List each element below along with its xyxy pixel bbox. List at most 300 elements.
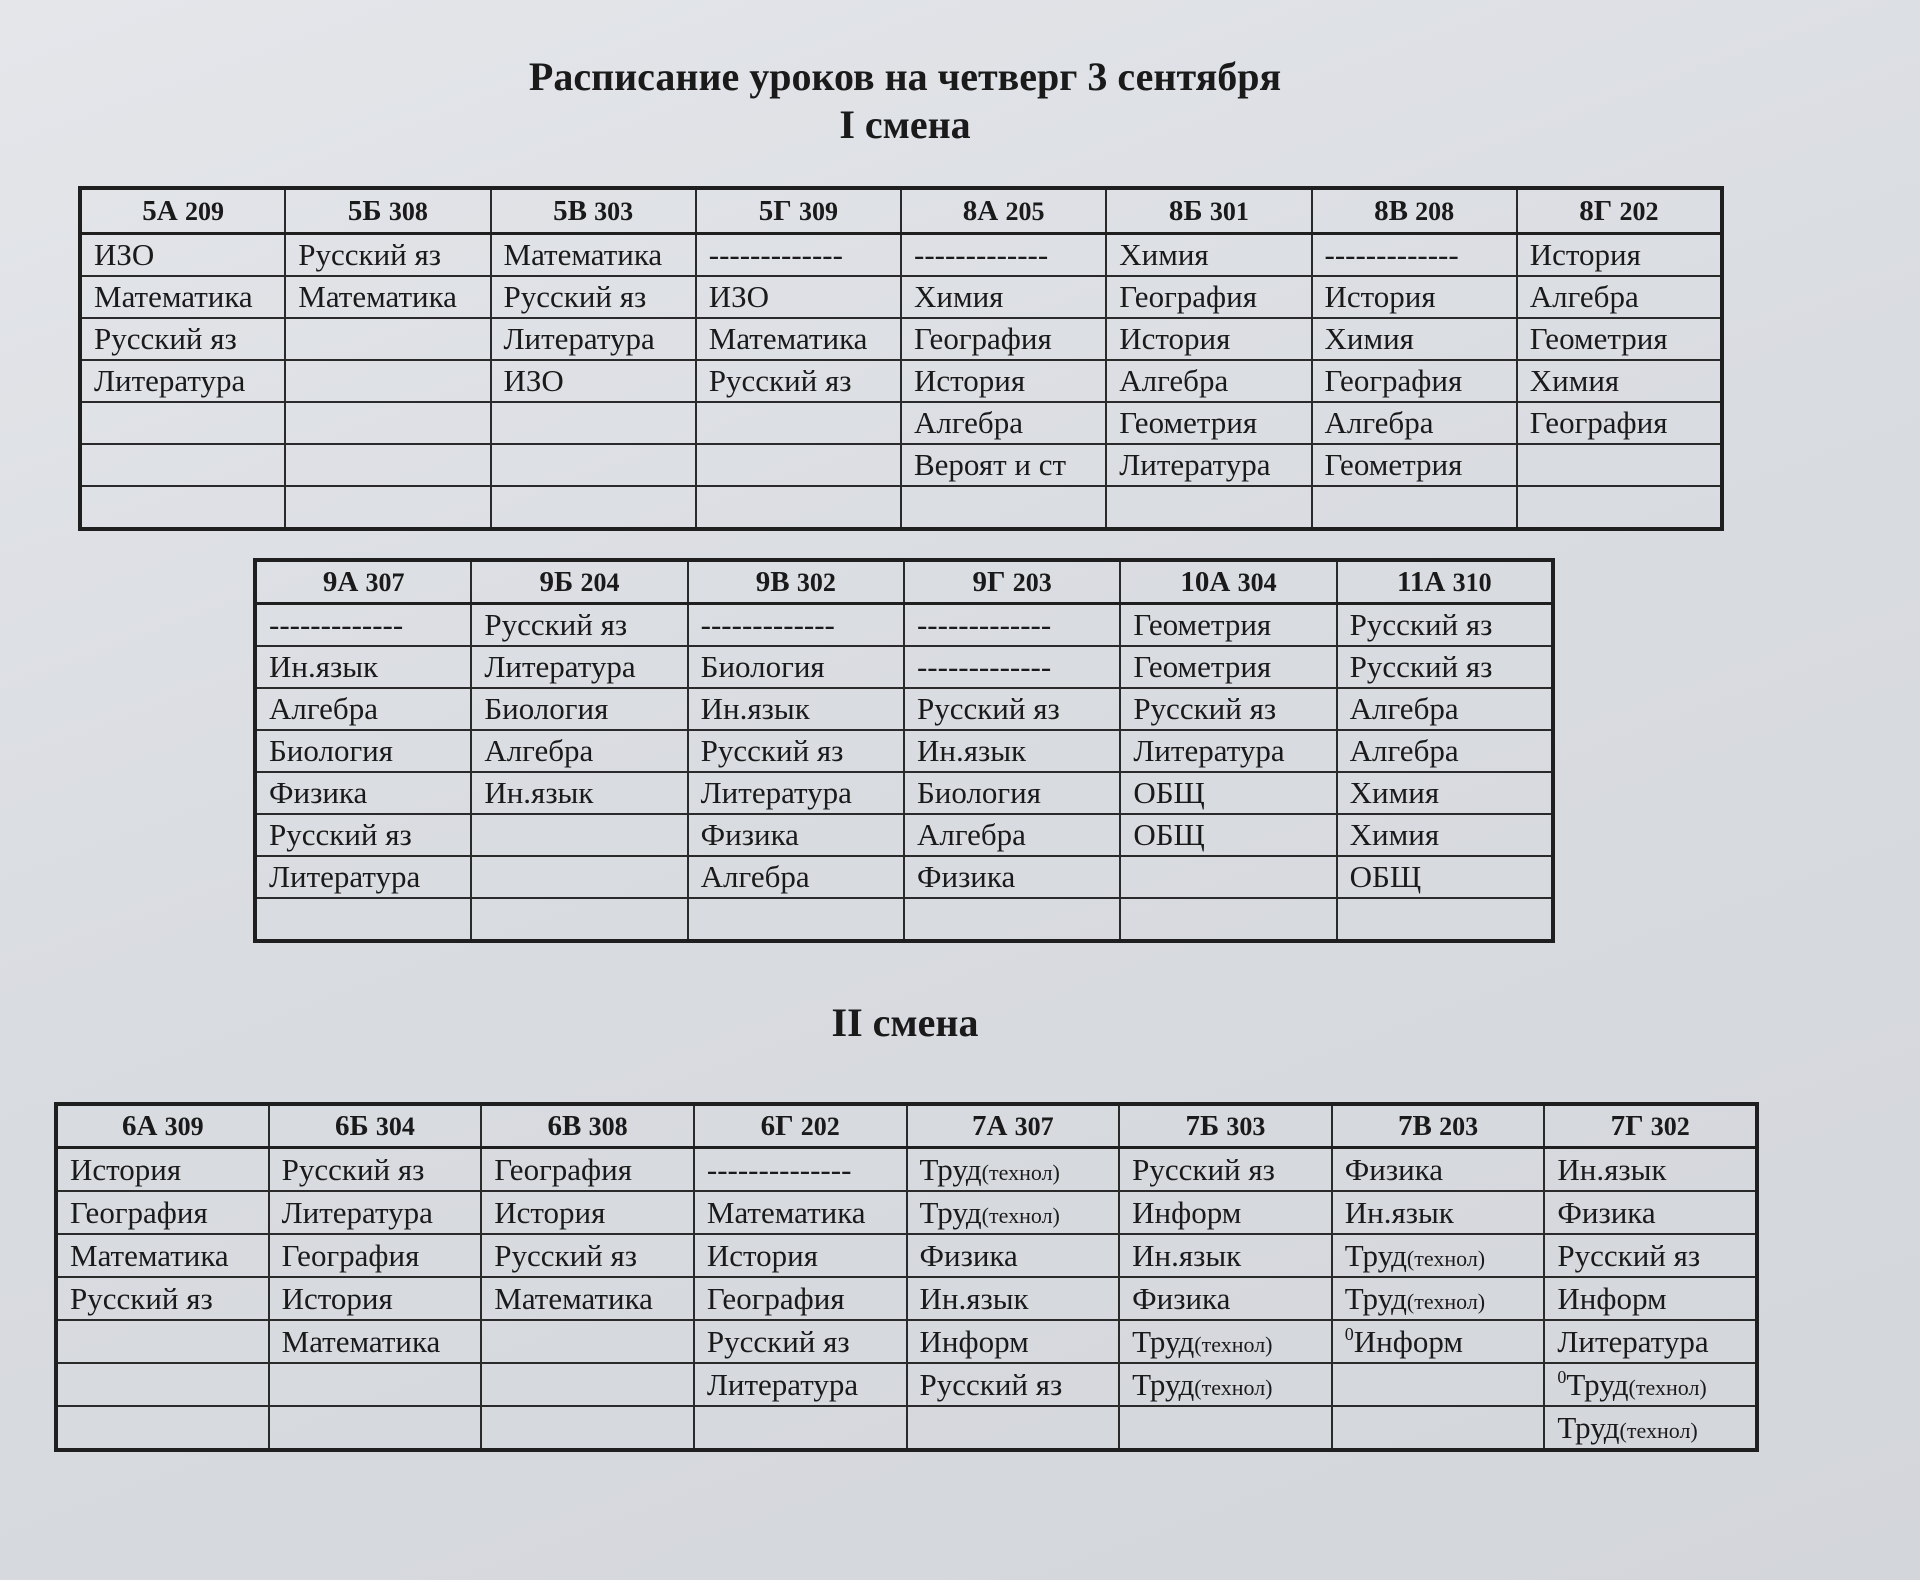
lesson-row: [255, 814, 1553, 856]
lesson-subject: География: [706, 1280, 845, 1316]
lesson-cell: [1332, 1191, 1545, 1234]
lesson-cell: [1544, 1363, 1757, 1406]
room-number: 308: [388, 196, 428, 226]
lesson-cell: Русский яз: [688, 730, 904, 772]
lesson-cell: Ин.язык: [255, 646, 471, 688]
lesson-cell: [481, 1277, 694, 1320]
lesson-cell: [907, 1191, 1120, 1234]
lesson-cell: ИЗО: [491, 360, 696, 402]
lesson-cell: Литература: [491, 318, 696, 360]
class-header: [696, 188, 901, 234]
lesson-cell: Геометрия: [1120, 604, 1336, 647]
lesson-cell: [1119, 1277, 1332, 1320]
lesson-cell: Алгебра: [904, 814, 1120, 856]
lesson-cell: Русский яз: [696, 360, 901, 402]
room-number: 204: [580, 567, 620, 597]
lesson-subject: Труд: [1132, 1323, 1195, 1359]
room-number: 309: [798, 196, 838, 226]
lesson-subject: Русский яз: [1132, 1151, 1275, 1187]
lesson-cell: История: [1106, 318, 1311, 360]
lesson-cell: [1119, 1148, 1332, 1192]
lesson-cell: [481, 1406, 694, 1450]
class-name: 10А: [1180, 565, 1231, 598]
lesson-row: [80, 402, 1722, 444]
lesson-cell: Алгебра: [255, 688, 471, 730]
header-row: [80, 188, 1722, 234]
room-number: 301: [1209, 196, 1249, 226]
class-header: [694, 1104, 907, 1148]
lesson-cell: Русский яз: [285, 234, 490, 277]
lesson-subject: Труд: [1132, 1366, 1195, 1402]
lesson-cell: [255, 898, 471, 941]
lesson-cell: [269, 1148, 482, 1192]
lesson-note: (технол): [1406, 1288, 1486, 1314]
room-number: 303: [594, 196, 634, 226]
class-header: [1517, 188, 1722, 234]
lesson-cell: [1332, 1234, 1545, 1277]
class-name: 6Б: [334, 1109, 369, 1142]
lesson-cell: [285, 402, 490, 444]
lesson-cell: Русский яз: [1337, 646, 1553, 688]
class-name: 7Б: [1185, 1109, 1220, 1142]
lesson-row: [255, 898, 1553, 941]
lesson-subject: Физика: [1557, 1194, 1656, 1230]
room-number: 202: [800, 1111, 840, 1141]
lesson-note: (технол): [1628, 1374, 1707, 1400]
lesson-subject: История: [706, 1237, 819, 1273]
lesson-cell: [1119, 1191, 1332, 1234]
lesson-cell: [696, 444, 901, 486]
lesson-cell: [1544, 1191, 1757, 1234]
lesson-cell: Химия: [1517, 360, 1722, 402]
lesson-cell: [1119, 1234, 1332, 1277]
lesson-cell: Алгебра: [1337, 730, 1553, 772]
class-name: 5Б: [347, 194, 382, 227]
class-name: 11А: [1397, 565, 1446, 598]
lesson-prefix-mark: 0: [1557, 1366, 1567, 1387]
lesson-cell: Биология: [255, 730, 471, 772]
class-header: [1106, 188, 1311, 234]
lesson-cell: География: [901, 318, 1106, 360]
class-name: 8Г: [1579, 194, 1613, 227]
lesson-cell: [688, 898, 904, 941]
lesson-prefix-mark: 0: [1344, 1323, 1354, 1344]
lesson-cell: [694, 1320, 907, 1363]
lesson-cell: [269, 1234, 482, 1277]
lesson-subject: История: [494, 1194, 606, 1230]
class-header: [471, 560, 687, 604]
lesson-subject: Труд: [1566, 1366, 1629, 1402]
lesson-subject: Русский яз: [706, 1323, 850, 1359]
class-header: [1312, 188, 1517, 234]
lesson-cell: Химия: [1106, 234, 1311, 277]
header-row: [255, 560, 1553, 604]
lesson-cell: Алгебра: [1517, 276, 1722, 318]
lesson-note: (технол): [981, 1159, 1060, 1185]
room-number: 309: [164, 1111, 204, 1141]
lesson-cell: Литература: [688, 772, 904, 814]
lesson-subject: Физика: [1132, 1280, 1231, 1316]
lesson-cell: [907, 1234, 1120, 1277]
lesson-cell: Математика: [285, 276, 490, 318]
lesson-cell: -------------: [904, 604, 1120, 647]
lesson-cell: Вероят и ст: [901, 444, 1106, 486]
lesson-cell: [80, 444, 285, 486]
lesson-cell: Геометрия: [1120, 646, 1336, 688]
room-number: 307: [1014, 1111, 1054, 1141]
lesson-cell: [1544, 1234, 1757, 1277]
lesson-row: [80, 360, 1722, 402]
class-header: [80, 188, 285, 234]
lesson-cell: Химия: [901, 276, 1106, 318]
lesson-subject: Литература: [281, 1194, 433, 1230]
lesson-cell: [1332, 1277, 1545, 1320]
lesson-cell: -------------: [696, 234, 901, 277]
lesson-cell: Литература: [80, 360, 285, 402]
lesson-cell: [56, 1234, 269, 1277]
lesson-cell: [491, 444, 696, 486]
lesson-cell: Русский яз: [255, 814, 471, 856]
class-name: 7Г: [1610, 1109, 1644, 1142]
class-name: 8Б: [1168, 194, 1203, 227]
lesson-cell: [1332, 1320, 1545, 1363]
room-number: 308: [588, 1111, 628, 1141]
lesson-subject: Математика: [70, 1237, 229, 1273]
lesson-cell: [1544, 1277, 1757, 1320]
class-name: 5А: [142, 194, 178, 227]
lesson-cell: Русский яз: [1337, 604, 1553, 647]
lesson-subject: География: [494, 1151, 632, 1187]
class-header: [481, 1104, 694, 1148]
lesson-cell: Химия: [1337, 814, 1553, 856]
lesson-cell: Алгебра: [901, 402, 1106, 444]
lesson-cell: -------------: [904, 646, 1120, 688]
lesson-cell: ОБЩ: [1120, 814, 1336, 856]
lesson-row: [255, 646, 1553, 688]
class-name: 5В: [553, 194, 587, 227]
lesson-cell: Химия: [1337, 772, 1553, 814]
lesson-subject: История: [281, 1280, 393, 1316]
lesson-cell: [491, 486, 696, 529]
lesson-cell: [1106, 486, 1311, 529]
room-number: 303: [1226, 1111, 1266, 1141]
room-number: 209: [184, 196, 224, 226]
class-header: [269, 1104, 482, 1148]
lesson-cell: Физика: [255, 772, 471, 814]
lesson-cell: Литература: [255, 856, 471, 898]
class-name: 9Б: [539, 565, 574, 598]
lesson-cell: Русский яз: [491, 276, 696, 318]
lesson-cell: История: [1517, 234, 1722, 277]
lesson-cell: [694, 1191, 907, 1234]
lesson-cell: Физика: [904, 856, 1120, 898]
lesson-cell: История: [901, 360, 1106, 402]
lesson-cell: [907, 1148, 1120, 1192]
room-number: 307: [365, 567, 405, 597]
lesson-cell: [1332, 1363, 1545, 1406]
class-name: 6Г: [760, 1109, 794, 1142]
class-name: 7А: [971, 1109, 1008, 1142]
shift-1-schedule-table-grades-9-11: [253, 558, 1555, 943]
lesson-subject: Труд: [919, 1194, 982, 1230]
class-header: [1120, 560, 1336, 604]
lesson-row: [56, 1363, 1757, 1406]
lesson-cell: [1337, 898, 1553, 941]
lesson-cell: Русский яз: [1120, 688, 1336, 730]
lesson-cell: [491, 402, 696, 444]
lesson-cell: [907, 1406, 1120, 1450]
lesson-cell: [1120, 856, 1336, 898]
lesson-subject: Труд: [1557, 1409, 1620, 1445]
lesson-subject: Русский яз: [281, 1151, 425, 1187]
shift-1-label: I смена: [839, 102, 971, 147]
lesson-cell: [1544, 1406, 1757, 1450]
lesson-row: [255, 772, 1553, 814]
lesson-cell: -------------: [1312, 234, 1517, 277]
lesson-cell: [694, 1363, 907, 1406]
lesson-row: [255, 730, 1553, 772]
room-number: 203: [1439, 1111, 1479, 1141]
lesson-cell: [1119, 1406, 1332, 1450]
class-name: 7В: [1398, 1109, 1432, 1142]
lesson-cell: [1120, 898, 1336, 941]
lesson-cell: [481, 1191, 694, 1234]
class-header: [907, 1104, 1120, 1148]
lesson-subject: Информ: [1557, 1280, 1667, 1316]
lesson-cell: [694, 1234, 907, 1277]
class-name: 6А: [121, 1109, 158, 1142]
lesson-cell: [285, 486, 490, 529]
lesson-cell: [285, 360, 490, 402]
lesson-note: (технол): [1619, 1417, 1698, 1443]
class-name: 6В: [547, 1109, 582, 1142]
lesson-cell: Алгебра: [1312, 402, 1517, 444]
lesson-cell: Математика: [491, 234, 696, 277]
lesson-cell: [907, 1320, 1120, 1363]
lesson-cell: [694, 1277, 907, 1320]
page-title: Расписание уроков на четверг 3 сентября: [528, 54, 1282, 99]
lesson-cell: Математика: [80, 276, 285, 318]
lesson-cell: [481, 1148, 694, 1192]
lesson-subject: Русский яз: [494, 1237, 638, 1273]
lesson-cell: Геометрия: [1312, 444, 1517, 486]
lesson-cell: ОБЩ: [1120, 772, 1336, 814]
room-number: 304: [375, 1111, 415, 1141]
lesson-cell: [901, 486, 1106, 529]
lesson-cell: [80, 402, 285, 444]
lesson-cell: [694, 1148, 907, 1192]
lesson-cell: Ин.язык: [688, 688, 904, 730]
lesson-subject: Труд: [919, 1151, 982, 1187]
lesson-subject: Литература: [706, 1366, 859, 1402]
lesson-cell: [285, 444, 490, 486]
lesson-cell: [56, 1148, 269, 1192]
lesson-cell: Математика: [696, 318, 901, 360]
lesson-subject: Русский яз: [70, 1280, 213, 1316]
class-header: [255, 560, 471, 604]
class-header: [688, 560, 904, 604]
lesson-cell: Биология: [471, 688, 687, 730]
lesson-row: [255, 856, 1553, 898]
class-name: 8В: [1374, 194, 1408, 227]
lesson-note: (технол): [1406, 1245, 1486, 1271]
lesson-row: [56, 1234, 1757, 1277]
lesson-subject: Ин.язык: [919, 1280, 1029, 1316]
lesson-note: (технол): [1194, 1374, 1273, 1400]
lesson-cell: ОБЩ: [1337, 856, 1553, 898]
lesson-cell: [56, 1191, 269, 1234]
lesson-subject: Информ: [1353, 1323, 1463, 1359]
lesson-cell: Ин.язык: [471, 772, 687, 814]
lesson-subject: Ин.язык: [1132, 1237, 1242, 1273]
lesson-cell: -------------: [688, 604, 904, 647]
lesson-cell: Литература: [471, 646, 687, 688]
lesson-subject: Физика: [1344, 1151, 1444, 1187]
room-number: 208: [1415, 196, 1455, 226]
lesson-cell: [471, 814, 687, 856]
lesson-cell: [1119, 1363, 1332, 1406]
lesson-subject: История: [70, 1151, 182, 1187]
lesson-cell: Физика: [688, 814, 904, 856]
lesson-cell: [285, 318, 490, 360]
room-number: 302: [1650, 1111, 1690, 1141]
lesson-cell: [269, 1191, 482, 1234]
class-header: [1544, 1104, 1757, 1148]
lesson-row: [56, 1406, 1757, 1450]
lesson-cell: [1517, 444, 1722, 486]
lesson-cell: Биология: [688, 646, 904, 688]
lesson-cell: Геометрия: [1106, 402, 1311, 444]
lesson-cell: [481, 1320, 694, 1363]
lesson-row: [80, 276, 1722, 318]
lesson-cell: Алгебра: [471, 730, 687, 772]
lesson-row: [56, 1320, 1757, 1363]
lesson-cell: Геометрия: [1517, 318, 1722, 360]
lesson-subject: Математика: [494, 1280, 653, 1316]
lesson-cell: Химия: [1312, 318, 1517, 360]
lesson-row: [80, 444, 1722, 486]
lesson-subject: География: [70, 1194, 208, 1230]
lesson-cell: [1544, 1320, 1757, 1363]
class-name: 9Г: [972, 565, 1006, 598]
lesson-cell: ИЗО: [80, 234, 285, 277]
lesson-cell: [1312, 486, 1517, 529]
shift-1-schedule-table-grades-5-8: [78, 186, 1724, 531]
lesson-cell: Биология: [904, 772, 1120, 814]
lesson-cell: [56, 1277, 269, 1320]
lesson-cell: География: [1517, 402, 1722, 444]
lesson-subject: Ин.язык: [1557, 1151, 1667, 1187]
lesson-cell: [269, 1320, 482, 1363]
lesson-row: [56, 1148, 1757, 1192]
shift-2-schedule-table-grades-6-7: [54, 1102, 1759, 1452]
lesson-subject: Физика: [919, 1237, 1018, 1273]
lesson-cell: [694, 1406, 907, 1450]
lesson-cell: География: [1312, 360, 1517, 402]
shift-2-label: II смена: [831, 1000, 979, 1045]
lesson-subject: Труд: [1344, 1237, 1407, 1273]
class-name: 5Г: [758, 194, 792, 227]
lesson-cell: -------------: [255, 604, 471, 647]
lesson-cell: [1332, 1406, 1545, 1450]
lesson-cell: [904, 898, 1120, 941]
lesson-cell: [696, 402, 901, 444]
room-number: 205: [1005, 196, 1045, 226]
lesson-cell: [696, 486, 901, 529]
lesson-cell: [1544, 1148, 1757, 1192]
lesson-subject: --------------: [706, 1151, 852, 1187]
lesson-subject: Математика: [706, 1194, 866, 1230]
class-header: [1337, 560, 1553, 604]
lesson-subject: Информ: [919, 1323, 1029, 1359]
class-header: [491, 188, 696, 234]
room-number: 203: [1012, 567, 1052, 597]
room-number: 302: [796, 567, 836, 597]
lesson-cell: [1332, 1148, 1545, 1192]
lesson-cell: [907, 1363, 1120, 1406]
lesson-cell: [269, 1363, 482, 1406]
room-number: 202: [1619, 196, 1659, 226]
lesson-note: (технол): [1194, 1331, 1273, 1357]
lesson-row: [80, 234, 1722, 277]
lesson-cell: ИЗО: [696, 276, 901, 318]
lesson-subject: Русский яз: [1557, 1237, 1701, 1273]
lesson-cell: История: [1312, 276, 1517, 318]
lesson-cell: [471, 898, 687, 941]
lesson-subject: Литература: [1557, 1323, 1709, 1359]
class-name: 8А: [962, 194, 999, 227]
lesson-cell: [471, 856, 687, 898]
lesson-note: (технол): [981, 1202, 1060, 1228]
lesson-cell: [56, 1320, 269, 1363]
lesson-cell: [80, 486, 285, 529]
class-header: [56, 1104, 269, 1148]
class-header: [901, 188, 1106, 234]
lesson-cell: Русский яз: [80, 318, 285, 360]
lesson-subject: География: [281, 1237, 420, 1273]
lesson-subject: Информ: [1132, 1194, 1242, 1230]
lesson-cell: [481, 1234, 694, 1277]
lesson-subject: Русский яз: [919, 1366, 1063, 1402]
lesson-cell: [269, 1277, 482, 1320]
lesson-cell: [907, 1277, 1120, 1320]
lesson-cell: [269, 1406, 482, 1450]
room-number: 310: [1452, 567, 1492, 597]
class-header: [1119, 1104, 1332, 1148]
lesson-cell: [56, 1363, 269, 1406]
lesson-cell: Русский яз: [904, 688, 1120, 730]
lesson-cell: Литература: [1106, 444, 1311, 486]
lesson-subject: Ин.язык: [1344, 1194, 1454, 1230]
lesson-cell: Литература: [1120, 730, 1336, 772]
header-row: [56, 1104, 1757, 1148]
lesson-cell: География: [1106, 276, 1311, 318]
lesson-row: [255, 688, 1553, 730]
lesson-row: [255, 604, 1553, 647]
lesson-cell: Алгебра: [688, 856, 904, 898]
lesson-row: [80, 486, 1722, 529]
lesson-cell: [481, 1363, 694, 1406]
lesson-cell: Русский яз: [471, 604, 687, 647]
lesson-cell: Алгебра: [1337, 688, 1553, 730]
class-name: 9В: [755, 565, 790, 598]
lesson-subject: Математика: [281, 1323, 441, 1359]
lesson-cell: [1119, 1320, 1332, 1363]
class-header: [285, 188, 490, 234]
class-header: [1332, 1104, 1545, 1148]
class-header: [904, 560, 1120, 604]
class-name: 9А: [322, 565, 359, 598]
